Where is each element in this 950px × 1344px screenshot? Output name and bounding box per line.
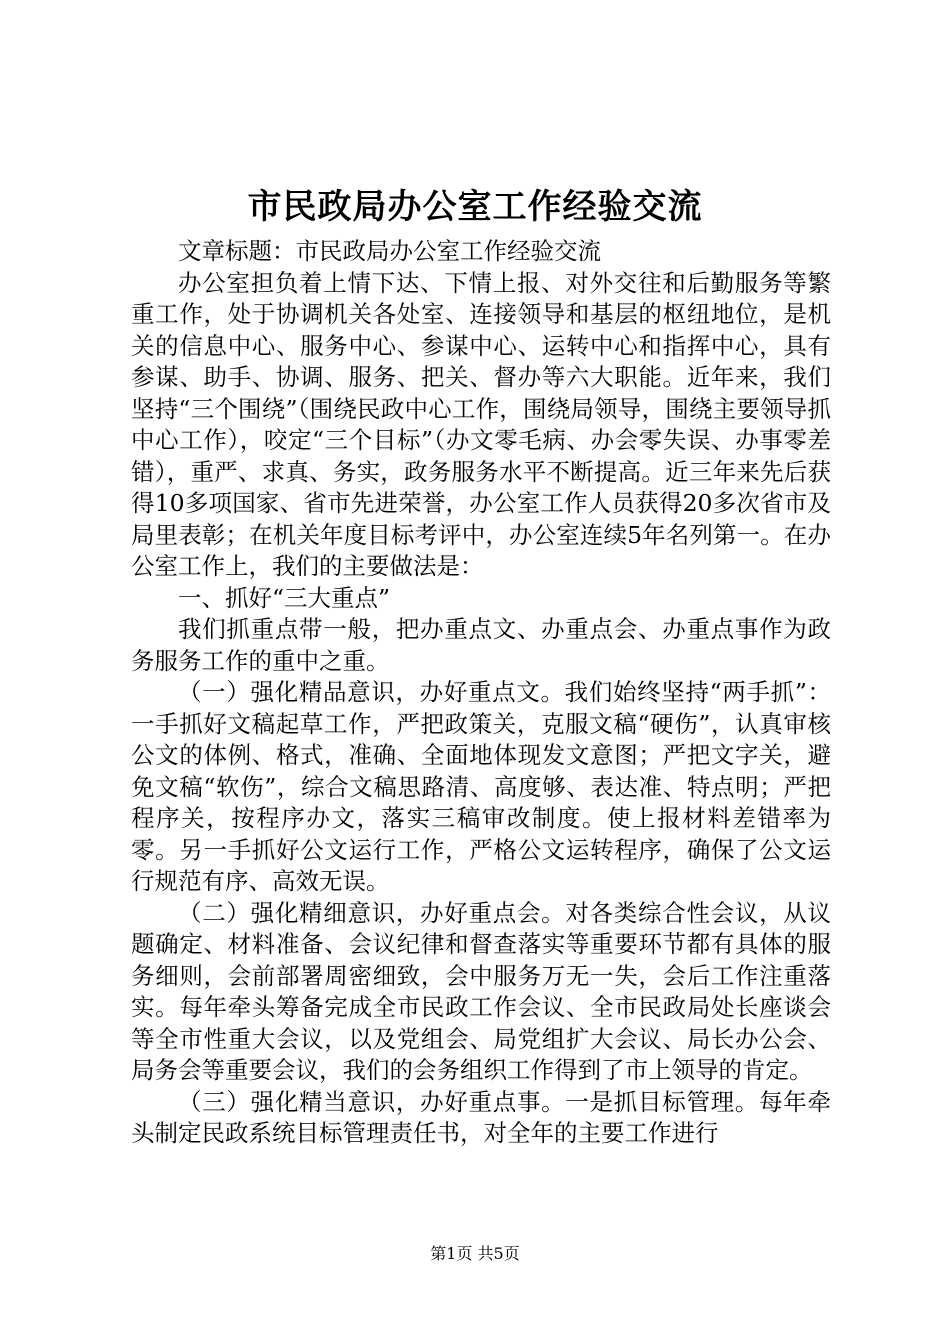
paragraph-subsection-3: （三）强化精当意识，办好重点事。一是抓目标管理。每年牵头制定民政系统目标管理责任书，对全年的主要工作进行 [131,1087,831,1147]
page-footer: 第1页 共5页 [430,1244,520,1263]
paragraph-subsection-2: （二）强化精细意识，办好重点会。对各类综合性会议，从议题确定、材料准备、会议纪律和督查落实等重要环节都有具体的服务细则，会前部署周密细致，会中服务万无一失，会后工作注重落实。每年牵头筹备完成全市民政工作会议、全市民政局处长座谈会等全市性重大会议，以及党组会、局党组扩大会议、局长办公会、局务会等重要会议，我们的会务组织工作得到了市上领导的肯定。 [131,898,831,1084]
document-body [131,236,831,1150]
section-heading-1: 一、抓好“三大重点” [178,583,391,612]
document-title: 市民政局办公室工作经验交流 [247,187,703,227]
paragraph-article-title: 文章标题：市民政局办公室工作经验交流 [178,237,601,265]
paragraph-subsection-1: （一）强化精品意识，办好重点文。我们始终坚持“两手抓”：一手抓好文稿起草工作，严把政策关，克服文稿“硬伤”，认真审核公文的体例、格式，准确、全面地体现发文意图；严把文字关，避免文稿“软伤”，综合文稿思路清、高度够、表达准、特点明；严把程序关，按程序办文，落实三稿审改制度。使上报材料差错率为零。另一手抓好公文运行工作，严格公文运转程序，确保了公文运行规范有序、高效无误。 [131,678,831,895]
paragraph-section-1-summary: 我们抓重点带一般，把办重点文、办重点会、办重点事作为政务服务工作的重中之重。 [131,615,831,675]
paragraph-intro: 办公室担负着上情下达、下情上报、对外交往和后勤服务等繁重工作，处于协调机关各处室、连接领导和基层的枢纽地位，是机关的信息中心、服务中心、参谋中心、运转中心和指挥中心，具有参谋、助手、协调、服务、把关、督办等六大职能。近年来，我们坚持“三个围绕”（围绕民政中心工作，围绕局领导，围绕主要领导抓中心工作），咬定“三个目标”（办文零毛病、办会零失误、办事零差错），重严、求真、务实，政务服务水平不断提高。近三年来先后获得10多项国家、省市先进荣誉，办公室工作人员获得20多次省市及局里表彰；在机关年度目标考评中，办公室连续5年名列第一。在办公室工作上，我们的主要做法是： [131,268,831,580]
